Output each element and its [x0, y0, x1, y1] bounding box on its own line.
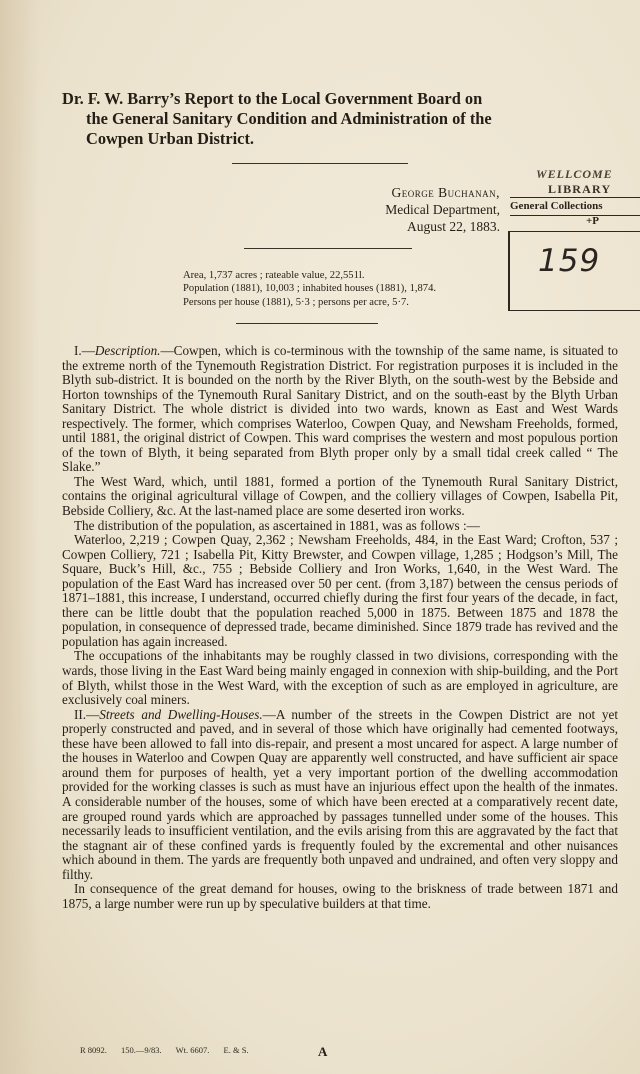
library-stamp — [506, 165, 640, 313]
paragraph: The occupations of the inhabitants may be roughly classed in two divisions, corresponding with the wards, those living in the East Ward being mainly engaged in connexion with ship-building, and the Port of Blyth, whilst those in the West Ward, with the exception of such as are employed in agriculture, are exclusively coal miners. — [62, 648, 618, 708]
stamp-handwritten-number: 159 — [538, 243, 601, 279]
paragraph: The distribution of the population, as ascertained in 1881, was as follows :— — [74, 517, 480, 533]
stamp-shelf-mark: +P — [586, 215, 599, 227]
stamp-library: LIBRARY — [548, 182, 612, 196]
section-number: I.— — [74, 343, 95, 358]
printer-imprint — [80, 1045, 380, 1055]
section-text: —A number of the streets in the Cowpen District are not yet properly constructed and paved, and in several of those which have originally had cemented footways, these have been allowed to fall into dis-repair, and present a most uncared for aspect. A large number of the houses in Waterloo and Cowpen Quay are apparently well constructed, and have sufficient air space around them for purposes of health, yet a very important portion of the dwelling accommodation provided for the working classes is such as must have an injurious effect upon the health of the inmates. A considerable number of the houses, some of which have been erected at a comparatively recent date, are grouped round yards which are approached by passages tunnelled under some of the houses. This necessarily leads to insufficient ventilation, and the evils arising from this are aggravated by the fact that the stagnant air of these confined yards is frequently fouled by the excremental and other nuisances which abound in them. The yards are frequently both unpaved and undrained, and often very sloppy and filthy. — [62, 706, 618, 882]
author-block — [300, 184, 500, 235]
section-description — [62, 344, 618, 475]
imprint-printer: E. & S. — [223, 1045, 249, 1055]
author-department: Medical Department, — [385, 202, 500, 217]
report-title — [62, 89, 622, 149]
stamp-collections: General Collections — [510, 197, 640, 216]
imprint-weight: Wt. 6607. — [175, 1045, 210, 1055]
author-name: George Buchanan, — [391, 185, 500, 200]
divider-top — [232, 163, 408, 164]
title-line-3: Cowpen Urban District. — [86, 129, 254, 148]
stats-line-1: Area, 1,737 acres ; rateable value, 22,551l. — [183, 270, 365, 281]
stamp-wellcome: WELLCOME — [536, 167, 613, 181]
section-heading: Streets and Dwelling-Houses. — [99, 706, 263, 722]
divider-bottom — [236, 323, 378, 324]
paragraph: Waterloo, 2,219 ; Cowpen Quay, 2,362 ; Newsham Freeholds, 484, in the East Ward; Crofton, 537 ; Cowpen Colliery, 721 ; Isabella Pit, Kitty Brewster, and Cowpen village, 1,285 ; Hodgson’s Mill, The Square, Buck’s Hill, &c., 755 ; Bebside Colliery and Iron Works, 1,640, in the West Ward. The population of the East Ward has increased over 50 per cent. (from 3,187) between the census periods of 1871–1881, this increase, I understand, occurred chiefly during the first four years of the decade, in fact, there can be little doubt that the population reached 5,000 in 1875. Between 1875 and 1878 the population, in consequence of depressed trade, became diminished. Since 1879 trade has revived and the population has again increased. — [62, 532, 618, 649]
section-streets — [62, 708, 618, 883]
imprint-code: R 8092. — [80, 1045, 107, 1055]
signature-mark: A — [318, 1044, 328, 1059]
divider-middle — [244, 248, 412, 249]
stats-line-3: Persons per house (1881), 5·3 ; persons per acre, 5·7. — [183, 296, 409, 308]
section-text: —Cowpen, which is co-terminous with the township of the same name, is situated to the extreme north of the Tynemouth Registration District. For registration purposes it is included in the Blyth sub-district. It is bounded on the north by the River Blyth, on the south-west by the Bebside and Horton townships of the Tynemouth Rural Sanitary District, and on the south-east by the Blyth Urban Sanitary District. The whole district is divided into two wards, known as East and West Wards respectively. The former, which comprises Waterloo, Cowpen Quay, and Newsham Freeholds, formed, until 1881, the original district of Cowpen. This ward comprises the western and most populous portion of the town of Blyth, it being separated from Blyth proper only by a small tidal creek called “ The Slake.” — [62, 343, 618, 475]
section-heading: Description. — [94, 343, 161, 358]
author-date: August 22, 1883. — [406, 219, 500, 234]
title-line-2: the General Sanitary Condition and Administration of the — [86, 109, 492, 128]
paragraph: In consequence of the great demand for houses, owing to the briskness of trade between 1871 and 1875, a large number were run up by speculative builders at that time. — [62, 881, 618, 911]
stats-line-2: Population (1881), 10,003 ; inhabited houses (1881), 1,874. — [183, 283, 437, 295]
district-statistics — [183, 269, 513, 309]
section-number: II.— — [74, 706, 100, 722]
paragraph: The West Ward, which, until 1881, formed a portion of the Tynemouth Rural Sanitary District, contains the original agricultural village of Cowpen, and the colliery villages of Cowpen, Isabella Pit, Bebside Colliery, &c. At the last-named place are some deserted iron works. — [62, 473, 618, 519]
report-body — [62, 344, 618, 911]
title-line-1: Dr. F. W. Barry’s Report to the Local Government Board on — [62, 89, 483, 108]
page-edge-shadow — [0, 0, 40, 1074]
imprint-print-run: 150.—9/83. — [121, 1045, 162, 1055]
